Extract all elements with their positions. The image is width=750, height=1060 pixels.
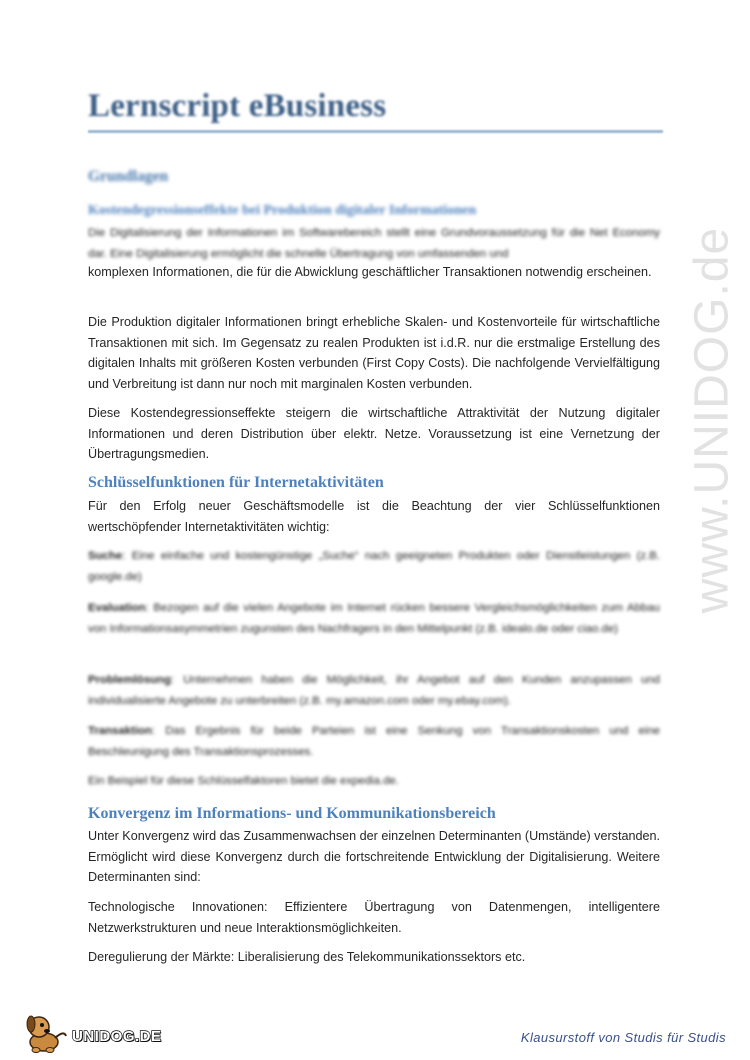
section-heading-konvergenz: Konvergenz im Informations- und Kommunikationsbereich — [88, 805, 496, 822]
paragraph: Die Produktion digitaler Informationen bringt erhebliche Skalen- und Kostenvorteile für wirtschaftliche Transaktionen mit sich. Im Gegensatz zu realen Produkten ist i.d.R. nur die erstmalige Erstellung des digitalen Inhalts mit größeren Kosten verbunden (First Copy Costs). Die nachfolgende Vervielfältigung und Verbreitung ist dann nur noch mit marginalen Kosten verbunden. — [88, 315, 660, 391]
paragraph-example: Ein Beispiel für diese Schlüsselfaktoren bietet die expedia.de. — [88, 775, 399, 787]
paragraph: komplexen Informationen, die für die Abwicklung geschäftlicher Transaktionen notwendig erscheinen. — [88, 265, 652, 279]
list-item-text: : Das Ergebnis für beide Parteien ist eine Senkung von Transaktionskosten und eine Beschleunigung des Transaktionsprozesses. — [88, 725, 660, 758]
paragraph: Deregulierung der Märkte: Liberalisierung des Telekommunikationssektors etc. — [88, 950, 526, 964]
section-heading-schluesselfunktionen: Schlüsselfunktionen für Internetaktivitäten — [88, 474, 384, 491]
list-item-term: Problemlösung — [88, 674, 171, 686]
list-item — [88, 546, 660, 588]
list-item — [88, 721, 660, 763]
paragraph: Unter Konvergenz wird das Zusammenwachsen der einzelnen Determinanten (Umstände) verstanden. Ermöglicht wird diese Konvergenz durch die fortschreitende Entwicklung der Digitalisierung. Weitere Determinanten sind: — [88, 829, 660, 884]
footer-tagline: Klausurstoff von Studis für Studis — [520, 1030, 726, 1045]
list-item — [88, 670, 660, 712]
document-title: Lernscript eBusiness — [88, 88, 387, 124]
unidog-logo[interactable] — [22, 1012, 162, 1052]
subheading-kostendegression: Kostendegressionseffekte bei Produktion digitaler Informationen — [88, 203, 477, 218]
list-item-text: : Unternehmen haben die Möglichkeit, ihr Angebot auf den Kunden anzupassen und individualisierte Angebote zu unterbreiten (z.B. my.amazon.com oder my.ebay.com). — [88, 674, 660, 707]
dog-mascot-icon — [22, 1012, 72, 1054]
list-item-term: Suche — [88, 550, 123, 562]
section-heading-grundlagen: Grundlagen — [88, 168, 169, 185]
list-item-term: Evaluation — [88, 602, 146, 614]
paragraph: Diese Kostendegressionseffekte steigern die wirtschaftliche Attraktivität der Nutzung digitaler Informationen und deren Distribution über elektr. Netze. Voraussetzung ist eine Vernetzung der Übertragungsmedien. — [88, 406, 660, 461]
paragraph: Technologische Innovationen: Effizientere Übertragung von Datenmengen, intelligentere Netzwerkstrukturen und neue Interaktionsmöglichkeiten. — [88, 900, 660, 935]
list-item-text: : Eine einfache und kostengünstige „Suche“ nach geeigneten Produkten oder Dienstleistungen (z.B. google.de) — [88, 550, 660, 583]
paragraph-blurred: Die Digitalisierung der Informationen im Softwarebereich stellt eine Grundvoraussetzung für die Net Economy dar. Eine Digitalisierung ermöglicht die schnelle Übertragung von umfassenden und — [88, 227, 660, 260]
paragraph: Für den Erfolg neuer Geschäftsmodelle ist die Beachtung der vier Schlüsselfunktionen wertschöpfender Internetaktivitäten wichtig: — [88, 499, 660, 534]
list-item-term: Transaktion — [88, 725, 152, 737]
logo-text: UNIDOG.DE — [72, 1028, 162, 1045]
title-divider — [88, 130, 663, 133]
list-item-text: : Bezogen auf die vielen Angebote im Internet rücken bessere Vergleichsmöglichkeiten zum Abbau von Informationsasymmetrien zugunsten des Nachfragers in den Mittelpunkt (z.B. idealo.de oder ciao.de) — [88, 602, 660, 635]
watermark: www.UNIDOG.de — [685, 226, 739, 614]
list-item — [88, 598, 660, 640]
